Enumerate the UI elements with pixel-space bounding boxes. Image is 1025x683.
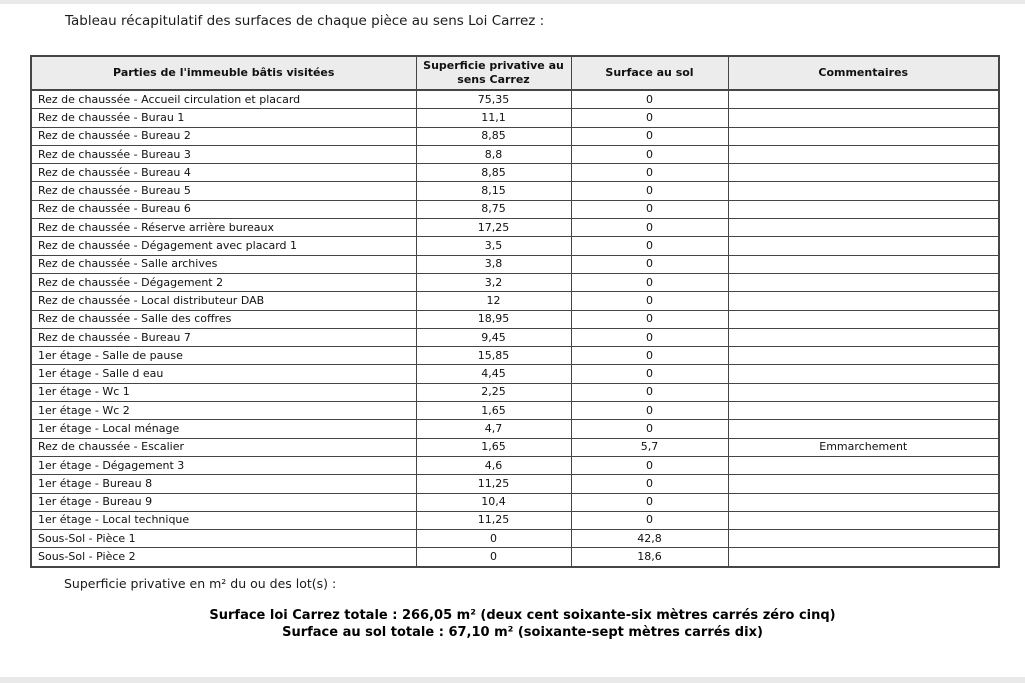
carrez-cell: 1,65 xyxy=(416,402,571,420)
table-row xyxy=(31,237,999,255)
floor-area-cell: 0 xyxy=(571,420,728,438)
floor-area-cell: 18,6 xyxy=(571,548,728,567)
floor-area-cell: 0 xyxy=(571,182,728,200)
table-header-row xyxy=(31,56,999,90)
table-row xyxy=(31,548,999,567)
carrez-cell: 12 xyxy=(416,292,571,310)
page-edge-bottom xyxy=(0,677,1025,683)
room-cell: Rez de chaussée - Salle des coffres xyxy=(31,310,416,328)
carrez-cell: 0 xyxy=(416,548,571,567)
carrez-cell: 4,7 xyxy=(416,420,571,438)
room-cell: 1er étage - Bureau 9 xyxy=(31,493,416,511)
carrez-cell: 8,15 xyxy=(416,182,571,200)
comment-cell xyxy=(728,365,999,383)
page-title: Tableau récapitulatif des surfaces de chaque pièce au sens Loi Carrez : xyxy=(65,13,545,29)
comment-cell xyxy=(728,530,999,548)
room-cell: Rez de chaussée - Bureau 5 xyxy=(31,182,416,200)
carrez-cell: 8,85 xyxy=(416,164,571,182)
comment-cell xyxy=(728,548,999,567)
table-row xyxy=(31,164,999,182)
table-row xyxy=(31,219,999,237)
room-cell: Rez de chaussée - Dégagement avec placard 1 xyxy=(31,237,416,255)
room-cell: Sous-Sol - Pièce 2 xyxy=(31,548,416,567)
table-row xyxy=(31,365,999,383)
room-cell: 1er étage - Wc 1 xyxy=(31,383,416,401)
room-cell: Rez de chaussée - Escalier xyxy=(31,438,416,456)
carrez-cell: 18,95 xyxy=(416,310,571,328)
comment-cell xyxy=(728,292,999,310)
carrez-cell: 3,5 xyxy=(416,237,571,255)
room-cell: 1er étage - Salle de pause xyxy=(31,347,416,365)
floor-area-cell: 0 xyxy=(571,347,728,365)
room-cell: Rez de chaussée - Réserve arrière bureaux xyxy=(31,219,416,237)
table-row xyxy=(31,273,999,291)
table-row xyxy=(31,292,999,310)
comment-cell xyxy=(728,145,999,163)
carrez-cell: 75,35 xyxy=(416,90,571,109)
room-cell: 1er étage - Local ménage xyxy=(31,420,416,438)
table-row xyxy=(31,402,999,420)
floor-area-cell: 0 xyxy=(571,145,728,163)
comment-cell xyxy=(728,109,999,127)
carrez-cell: 1,65 xyxy=(416,438,571,456)
comment-cell: Emmarchement xyxy=(728,438,999,456)
floor-area-cell: 42,8 xyxy=(571,530,728,548)
carrez-cell: 0 xyxy=(416,530,571,548)
table-row xyxy=(31,145,999,163)
table-row xyxy=(31,475,999,493)
column-header-commentaires: Commentaires xyxy=(728,56,999,90)
table-row xyxy=(31,383,999,401)
room-cell: Rez de chaussée - Local distributeur DAB xyxy=(31,292,416,310)
floor-area-cell: 0 xyxy=(571,109,728,127)
floor-area-cell: 5,7 xyxy=(571,438,728,456)
comment-cell xyxy=(728,402,999,420)
table-row xyxy=(31,255,999,273)
comment-cell xyxy=(728,200,999,218)
room-cell: 1er étage - Dégagement 3 xyxy=(31,456,416,474)
floor-area-cell: 0 xyxy=(571,402,728,420)
comment-cell xyxy=(728,182,999,200)
floor-area-cell: 0 xyxy=(571,310,728,328)
comment-cell xyxy=(728,127,999,145)
comment-cell xyxy=(728,164,999,182)
comment-cell xyxy=(728,237,999,255)
room-cell: Rez de chaussée - Bureau 4 xyxy=(31,164,416,182)
comment-cell xyxy=(728,273,999,291)
floor-area-cell: 0 xyxy=(571,456,728,474)
floor-area-cell: 0 xyxy=(571,237,728,255)
room-cell: Rez de chaussée - Bureau 6 xyxy=(31,200,416,218)
column-header-surface-sol: Surface au sol xyxy=(571,56,728,90)
totals-block xyxy=(30,608,1015,641)
room-cell: 1er étage - Bureau 8 xyxy=(31,475,416,493)
carrez-cell: 17,25 xyxy=(416,219,571,237)
comment-cell xyxy=(728,347,999,365)
comment-cell xyxy=(728,219,999,237)
floor-area-cell: 0 xyxy=(571,328,728,346)
comment-cell xyxy=(728,255,999,273)
floor-area-cell: 0 xyxy=(571,292,728,310)
comment-cell xyxy=(728,493,999,511)
carrez-cell: 3,2 xyxy=(416,273,571,291)
comment-cell xyxy=(728,511,999,529)
footer-intro: Superficie privative en m² du ou des lot(s) : xyxy=(64,576,337,591)
carrez-cell: 8,8 xyxy=(416,145,571,163)
table-body xyxy=(31,90,999,567)
column-header-parties: Parties de l'immeuble bâtis visitées xyxy=(31,56,416,90)
table-row xyxy=(31,90,999,109)
carrez-cell: 15,85 xyxy=(416,347,571,365)
floor-area-cell: 0 xyxy=(571,383,728,401)
table-row xyxy=(31,328,999,346)
room-cell: 1er étage - Salle d eau xyxy=(31,365,416,383)
floor-area-cell: 0 xyxy=(571,90,728,109)
comment-cell xyxy=(728,310,999,328)
carrez-cell: 9,45 xyxy=(416,328,571,346)
table-row xyxy=(31,493,999,511)
room-cell: Rez de chaussée - Burau 1 xyxy=(31,109,416,127)
room-cell: Sous-Sol - Pièce 1 xyxy=(31,530,416,548)
comment-cell xyxy=(728,456,999,474)
carrez-cell: 2,25 xyxy=(416,383,571,401)
carrez-cell: 3,8 xyxy=(416,255,571,273)
table-row xyxy=(31,530,999,548)
carrez-cell: 11,1 xyxy=(416,109,571,127)
floor-area-cell: 0 xyxy=(571,219,728,237)
comment-cell xyxy=(728,420,999,438)
surfaces-table xyxy=(30,55,1000,568)
page-edge-top xyxy=(0,0,1025,4)
table-row xyxy=(31,310,999,328)
table-row xyxy=(31,109,999,127)
room-cell: Rez de chaussée - Accueil circulation et placard xyxy=(31,90,416,109)
floor-area-cell: 0 xyxy=(571,365,728,383)
total-sol-line: Surface au sol totale : 67,10 m² (soixante-sept mètres carrés dix) xyxy=(282,624,763,640)
room-cell: Rez de chaussée - Bureau 2 xyxy=(31,127,416,145)
room-cell: Rez de chaussée - Dégagement 2 xyxy=(31,273,416,291)
column-header-carrez: Superficie privative au sens Carrez xyxy=(416,56,571,90)
table-row xyxy=(31,456,999,474)
floor-area-cell: 0 xyxy=(571,493,728,511)
table-row xyxy=(31,127,999,145)
floor-area-cell: 0 xyxy=(571,475,728,493)
room-cell: 1er étage - Local technique xyxy=(31,511,416,529)
carrez-cell: 8,75 xyxy=(416,200,571,218)
floor-area-cell: 0 xyxy=(571,200,728,218)
table-row xyxy=(31,420,999,438)
comment-cell xyxy=(728,475,999,493)
table-row xyxy=(31,182,999,200)
floor-area-cell: 0 xyxy=(571,255,728,273)
carrez-cell: 8,85 xyxy=(416,127,571,145)
room-cell: Rez de chaussée - Bureau 3 xyxy=(31,145,416,163)
carrez-cell: 11,25 xyxy=(416,475,571,493)
carrez-cell: 11,25 xyxy=(416,511,571,529)
table-row xyxy=(31,438,999,456)
comment-cell xyxy=(728,90,999,109)
floor-area-cell: 0 xyxy=(571,164,728,182)
table-row xyxy=(31,511,999,529)
floor-area-cell: 0 xyxy=(571,273,728,291)
comment-cell xyxy=(728,328,999,346)
table-row xyxy=(31,347,999,365)
room-cell: Rez de chaussée - Salle archives xyxy=(31,255,416,273)
room-cell: 1er étage - Wc 2 xyxy=(31,402,416,420)
room-cell: Rez de chaussée - Bureau 7 xyxy=(31,328,416,346)
carrez-cell: 4,6 xyxy=(416,456,571,474)
carrez-cell: 4,45 xyxy=(416,365,571,383)
floor-area-cell: 0 xyxy=(571,127,728,145)
comment-cell xyxy=(728,383,999,401)
carrez-cell: 10,4 xyxy=(416,493,571,511)
table-row xyxy=(31,200,999,218)
floor-area-cell: 0 xyxy=(571,511,728,529)
total-carrez-line: Surface loi Carrez totale : 266,05 m² (deux cent soixante-six mètres carrés zéro cinq) xyxy=(209,608,836,623)
